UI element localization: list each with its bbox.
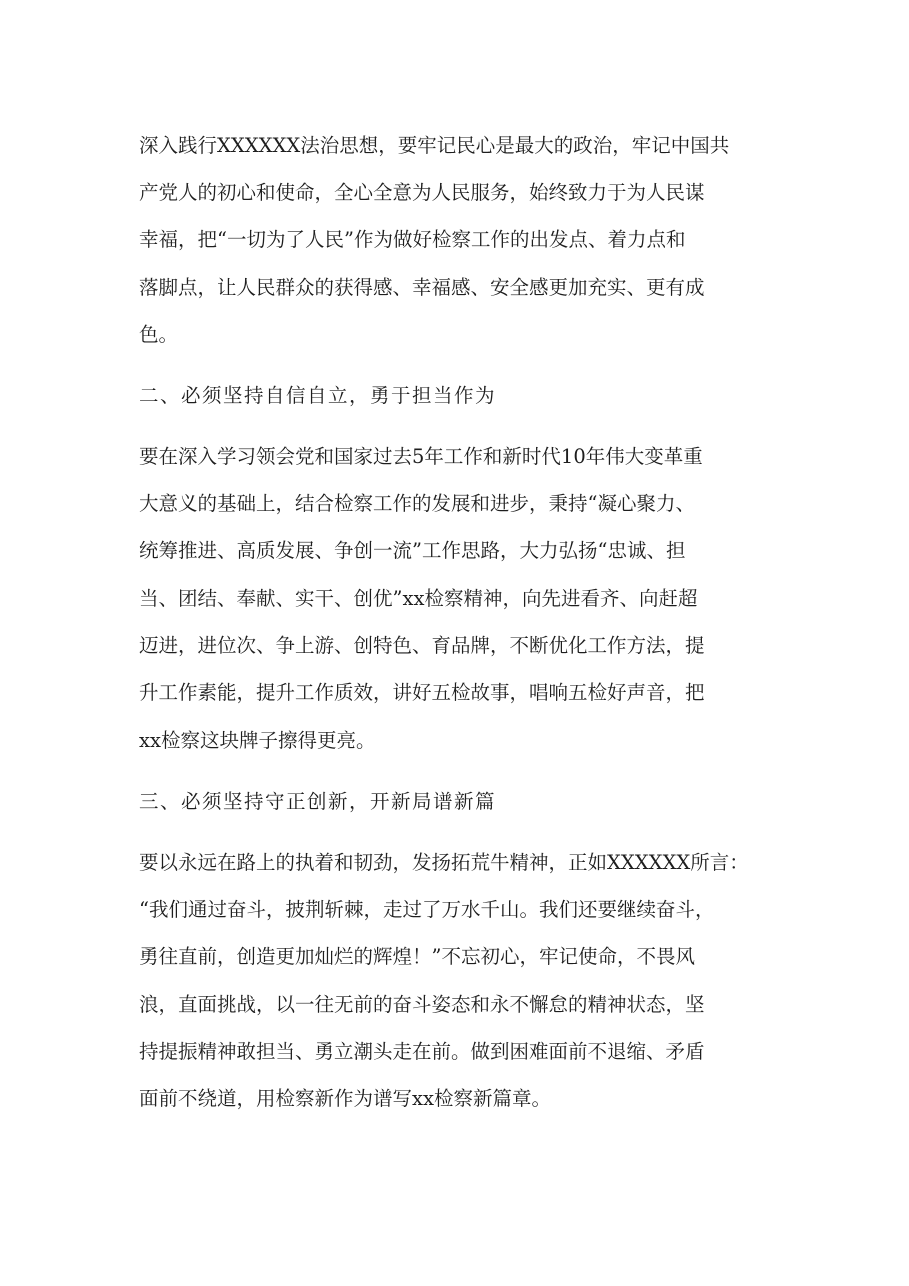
section-heading-2: 二、必须坚持自信自立，勇于担当作为 xyxy=(139,384,497,407)
paragraph-line: 色。 xyxy=(139,323,179,346)
paragraph-line: 迈进，进位次、争上游、创特色、育品牌，不断优化工作方法，提 xyxy=(139,634,705,657)
paragraph-line: 大意义的基础上，结合检察工作的发展和进步，秉持“凝心聚力、 xyxy=(139,492,695,515)
paragraph-line: 统筹推进、高质发展、争创一流”工作思路，大力弘扬“忠诚、担 xyxy=(139,539,686,562)
paragraph-line: 深入践行XXXXXX法治思想，要牢记民心是最大的政治，牢记中国共 xyxy=(139,134,730,157)
paragraph-line: 持提振精神敢担当、勇立潮头走在前。做到困难面前不退缩、矛盾 xyxy=(139,1040,705,1063)
paragraph-line: 产党人的初心和使命，全心全意为人民服务，始终致力于为人民谋 xyxy=(139,181,705,204)
paragraph-line: 面前不绕道，用检察新作为谱写xx检察新篇章。 xyxy=(139,1087,551,1110)
paragraph-line: 要以永远在路上的执着和韧劲，发扬拓荒牛精神，正如XXXXXX所言： xyxy=(139,851,749,874)
paragraph-line: 浪，直面挑战，以一往无前的奋斗姿态和永不懈怠的精神状态，坚 xyxy=(139,993,705,1016)
paragraph-line: 要在深入学习领会党和国家过去5年工作和新时代10年伟大变革重 xyxy=(139,445,703,468)
paragraph-line: 升工作素能，提升工作质效，讲好五检故事，唱响五检好声音，把 xyxy=(139,681,705,704)
paragraph-line: 当、团结、奉献、实干、创优”xx检察精神，向先进看齐、向赶超 xyxy=(139,587,698,610)
paragraph-line: 落脚点，让人民群众的获得感、幸福感、安全感更加充实、更有成 xyxy=(139,276,705,299)
paragraph-line: 幸福，把“一切为了人民”作为做好检察工作的出发点、着力点和 xyxy=(139,228,686,251)
paragraph-line: xx检察这块牌子擦得更亮。 xyxy=(139,729,376,752)
section-heading-3: 三、必须坚持守正创新，开新局谱新篇 xyxy=(139,790,497,813)
paragraph-line: “我们通过奋斗，披荆斩棘，走过了万水千山。我们还要继续奋斗， xyxy=(139,898,715,921)
paragraph-line: 勇往直前，创造更加灿烂的辉煌！”不忘初心，牢记使命，不畏风 xyxy=(139,945,695,968)
